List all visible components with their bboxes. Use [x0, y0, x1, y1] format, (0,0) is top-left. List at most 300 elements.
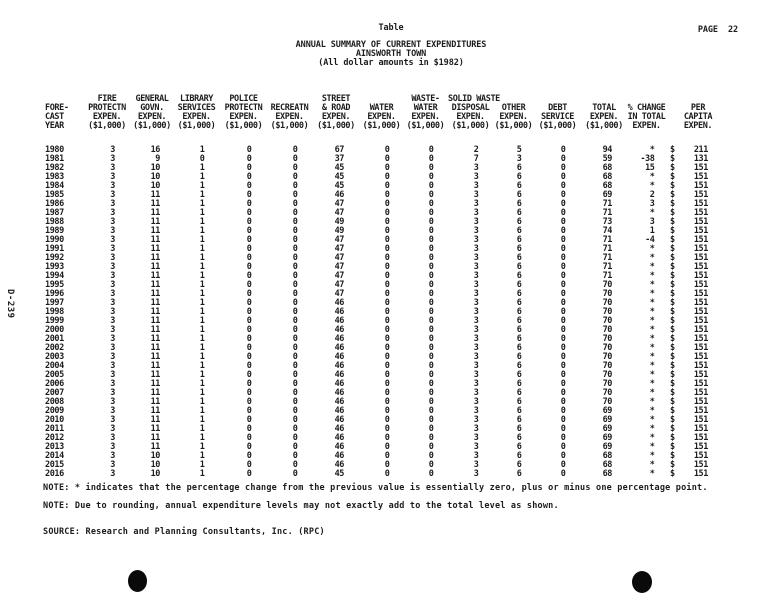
- value-text: 1: [199, 442, 205, 452]
- value-text: 11: [150, 280, 160, 290]
- value-cell-water: [360, 416, 403, 425]
- per-capita-value: 151: [693, 415, 708, 425]
- value-cell-recreation: [267, 362, 312, 371]
- value-cell-police: [220, 326, 267, 335]
- value-text: 47: [334, 289, 344, 299]
- value-text: *: [649, 280, 655, 290]
- value-cell-debt: [534, 344, 581, 353]
- table-row: [45, 182, 745, 191]
- col-header-police: PROTECTN: [224, 103, 263, 113]
- value-text: 3: [110, 280, 115, 290]
- dollar-sign: $: [670, 226, 675, 236]
- value-text: 11: [150, 235, 160, 245]
- value-cell-street-road: [312, 470, 360, 479]
- value-cell-pct-change: [627, 308, 666, 317]
- value-text: 0: [428, 163, 434, 173]
- value-text: 3: [110, 217, 115, 227]
- value-cell-water: [360, 371, 403, 380]
- value-cell-other: [493, 272, 534, 281]
- value-cell-other: [493, 380, 534, 389]
- value-text: 6: [516, 469, 522, 479]
- value-text: 6: [516, 262, 522, 272]
- value-cell-solid-waste: [448, 146, 493, 155]
- value-text: 3: [649, 217, 655, 227]
- year-cell: 1992: [45, 253, 64, 263]
- table-row: [45, 155, 745, 164]
- value-cell-police: [220, 146, 267, 155]
- value-text: 0: [246, 415, 252, 425]
- value-cell-fire: [83, 200, 131, 209]
- value-cell-recreation: [267, 227, 312, 236]
- value-text: 3: [473, 442, 479, 452]
- value-cell-recreation: [267, 182, 312, 191]
- col-header-water: EXPEN.: [367, 112, 396, 122]
- value-text: 0: [560, 199, 566, 209]
- value-text: 0: [246, 289, 252, 299]
- value-cell-pct-change: [627, 470, 666, 479]
- value-text: 6: [516, 325, 522, 335]
- value-text: 47: [334, 199, 344, 209]
- value-text: 1: [199, 190, 205, 200]
- table-row: [45, 191, 745, 200]
- value-text: 0: [560, 262, 566, 272]
- value-text: 0: [199, 154, 205, 164]
- value-text: 0: [292, 244, 298, 254]
- value-cell-library: [173, 209, 220, 218]
- value-cell-solid-waste: [448, 209, 493, 218]
- value-text: 1: [199, 226, 205, 236]
- value-text: 0: [246, 145, 252, 155]
- value-text: 1: [199, 469, 205, 479]
- value-text: 71: [602, 262, 612, 272]
- value-cell-general: [131, 470, 173, 479]
- value-cell-water: [360, 425, 403, 434]
- value-text: 10: [150, 181, 160, 191]
- value-text: 0: [246, 181, 252, 191]
- value-cell-pct-change: [627, 434, 666, 443]
- value-cell-pct-change: [627, 173, 666, 182]
- value-text: 3: [110, 397, 115, 407]
- value-text: 0: [428, 451, 434, 461]
- value-cell-wastewater: [403, 245, 448, 254]
- value-text: 0: [560, 343, 566, 353]
- value-cell-other: [493, 434, 534, 443]
- value-text: 0: [292, 397, 298, 407]
- value-text: 3: [473, 388, 479, 398]
- col-header-pct-change: EXPEN.: [632, 121, 661, 131]
- value-text: 0: [428, 406, 434, 416]
- value-text: 1: [199, 460, 205, 470]
- value-cell-wastewater: [403, 443, 448, 452]
- value-cell-pct-change: [627, 263, 666, 272]
- value-text: 3: [473, 181, 479, 191]
- value-text: 0: [246, 406, 252, 416]
- table-row: [45, 434, 745, 443]
- value-cell-wastewater: [403, 470, 448, 479]
- value-text: 70: [602, 316, 612, 326]
- value-cell-library: [173, 425, 220, 434]
- per-capita-value: 151: [693, 334, 708, 344]
- value-cell-pct-change: [627, 389, 666, 398]
- value-text: 11: [150, 361, 160, 371]
- value-text: 0: [560, 208, 566, 218]
- year-cell: 1981: [45, 154, 64, 164]
- value-text: 0: [292, 352, 298, 362]
- value-text: 0: [384, 325, 390, 335]
- value-text: 3: [110, 343, 115, 353]
- value-text: 1: [199, 307, 205, 317]
- dollar-sign: $: [670, 451, 675, 461]
- per-capita-value: 151: [693, 361, 708, 371]
- value-text: 70: [602, 289, 612, 299]
- value-cell-debt: [534, 353, 581, 362]
- value-text: 0: [246, 235, 252, 245]
- value-text: 11: [150, 433, 160, 443]
- value-text: 3: [473, 379, 479, 389]
- value-text: 3: [473, 325, 479, 335]
- value-cell-recreation: [267, 164, 312, 173]
- value-cell-fire: [83, 416, 131, 425]
- value-text: 0: [560, 415, 566, 425]
- value-text: 3: [473, 424, 479, 434]
- value-text: 3: [110, 388, 115, 398]
- value-text: 11: [150, 343, 160, 353]
- value-cell-pct-change: [627, 443, 666, 452]
- value-text: 6: [516, 298, 522, 308]
- value-text: 0: [246, 460, 252, 470]
- value-text: 0: [246, 370, 252, 380]
- value-cell-water: [360, 245, 403, 254]
- value-text: *: [649, 469, 655, 479]
- year-cell: 1994: [45, 271, 64, 281]
- value-text: 0: [246, 154, 252, 164]
- value-text: 47: [334, 280, 344, 290]
- value-text: 3: [473, 406, 479, 416]
- value-text: 46: [334, 406, 344, 416]
- value-cell-other: [493, 461, 534, 470]
- per-capita-value: 151: [693, 370, 708, 380]
- value-cell-recreation: [267, 254, 312, 263]
- value-text: 0: [384, 163, 390, 173]
- col-header-recreation: RECREATN: [270, 103, 309, 113]
- value-text: 0: [560, 379, 566, 389]
- dollar-sign: $: [670, 397, 675, 407]
- value-text: 0: [384, 469, 390, 479]
- dollar-sign: $: [670, 262, 675, 272]
- value-text: 3: [473, 361, 479, 371]
- value-text: 11: [150, 190, 160, 200]
- value-cell-library: [173, 182, 220, 191]
- value-text: 1: [199, 433, 205, 443]
- value-text: 6: [516, 460, 522, 470]
- value-cell-debt: [534, 425, 581, 434]
- value-cell-water: [360, 182, 403, 191]
- value-text: 3: [110, 406, 115, 416]
- value-cell-recreation: [267, 389, 312, 398]
- value-cell-fire: [83, 182, 131, 191]
- value-cell-other: [493, 245, 534, 254]
- value-text: 6: [516, 451, 522, 461]
- value-cell-other: [493, 236, 534, 245]
- dollar-sign: $: [670, 235, 675, 245]
- value-text: 0: [292, 289, 298, 299]
- value-cell-wastewater: [403, 146, 448, 155]
- dollar-sign: $: [670, 208, 675, 218]
- value-text: *: [649, 415, 655, 425]
- year-cell: 1984: [45, 181, 64, 191]
- value-cell-police: [220, 380, 267, 389]
- value-text: 0: [246, 442, 252, 452]
- value-cell-wastewater: [403, 461, 448, 470]
- value-cell-solid-waste: [448, 227, 493, 236]
- value-text: 0: [246, 343, 252, 353]
- value-cell-library: [173, 227, 220, 236]
- value-cell-other: [493, 353, 534, 362]
- value-text: 70: [602, 307, 612, 317]
- value-text: 0: [246, 208, 252, 218]
- value-text: 3: [110, 379, 115, 389]
- value-text: 71: [602, 271, 612, 281]
- value-cell-library: [173, 299, 220, 308]
- value-cell-recreation: [267, 335, 312, 344]
- value-text: 11: [150, 217, 160, 227]
- expenditure-table: [45, 95, 745, 479]
- value-cell-recreation: [267, 173, 312, 182]
- value-cell-other: [493, 164, 534, 173]
- col-header-per-capita: EXPEN.: [683, 121, 713, 131]
- value-cell-wastewater: [403, 173, 448, 182]
- value-cell-fire: [83, 344, 131, 353]
- value-text: 3: [473, 262, 479, 272]
- value-text: 0: [428, 316, 434, 326]
- value-text: 0: [560, 352, 566, 362]
- value-text: 0: [384, 352, 390, 362]
- value-text: 0: [292, 406, 298, 416]
- value-text: 6: [516, 307, 522, 317]
- value-text: 0: [384, 406, 390, 416]
- value-text: 0: [560, 442, 566, 452]
- value-text: 0: [292, 307, 298, 317]
- value-text: 3: [473, 415, 479, 425]
- value-text: 16: [150, 145, 160, 155]
- value-text: 0: [246, 433, 252, 443]
- value-text: 0: [384, 397, 390, 407]
- value-cell-recreation: [267, 380, 312, 389]
- value-cell-other: [493, 227, 534, 236]
- value-cell-fire: [83, 371, 131, 380]
- col-header-solid-waste: EXPEN.: [456, 112, 485, 122]
- value-text: 0: [384, 199, 390, 209]
- value-text: 3: [473, 343, 479, 353]
- table-row: [45, 254, 745, 263]
- value-text: 0: [292, 217, 298, 227]
- year-cell: 2004: [45, 361, 64, 371]
- value-cell-pct-change: [627, 209, 666, 218]
- year-cell: 1999: [45, 316, 64, 326]
- dollar-sign: $: [670, 181, 675, 191]
- value-cell-pct-change: [627, 326, 666, 335]
- value-text: 0: [292, 343, 298, 353]
- dollar-sign: $: [670, 298, 675, 308]
- value-text: 71: [602, 244, 612, 254]
- value-cell-solid-waste: [448, 200, 493, 209]
- value-cell-wastewater: [403, 209, 448, 218]
- value-text: 3: [110, 289, 115, 299]
- value-cell-police: [220, 263, 267, 272]
- table-row: [45, 173, 745, 182]
- value-text: *: [649, 208, 655, 218]
- table-row: [45, 398, 745, 407]
- value-text: 3: [110, 325, 115, 335]
- per-capita-value: 151: [693, 226, 708, 236]
- value-text: 0: [246, 253, 252, 263]
- value-cell-total: [581, 470, 627, 479]
- value-cell-solid-waste: [448, 155, 493, 164]
- value-text: 0: [428, 280, 434, 290]
- value-cell-solid-waste: [448, 407, 493, 416]
- value-text: 11: [150, 397, 160, 407]
- value-text: 0: [560, 154, 566, 164]
- value-cell-recreation: [267, 290, 312, 299]
- value-cell-solid-waste: [448, 461, 493, 470]
- value-cell-recreation: [267, 146, 312, 155]
- value-cell-police: [220, 299, 267, 308]
- value-cell-fire: [83, 236, 131, 245]
- value-text: 3: [473, 208, 479, 218]
- value-cell-pct-change: [627, 317, 666, 326]
- year-cell: 2001: [45, 334, 64, 344]
- value-cell-wastewater: [403, 164, 448, 173]
- value-text: 0: [246, 271, 252, 281]
- value-text: 1: [199, 280, 205, 290]
- col-header-solid-waste: DISPOSAL: [451, 103, 490, 113]
- value-text: *: [649, 181, 655, 191]
- dollar-sign: $: [670, 442, 675, 452]
- value-cell-fire: [83, 254, 131, 263]
- value-cell-debt: [534, 272, 581, 281]
- per-capita-value: 151: [693, 298, 708, 308]
- value-text: 0: [428, 298, 434, 308]
- value-cell-police: [220, 470, 267, 479]
- value-cell-pct-change: [627, 236, 666, 245]
- value-text: 6: [516, 442, 522, 452]
- value-cell-solid-waste: [448, 191, 493, 200]
- year-cell: 1988: [45, 217, 64, 227]
- value-cell-water: [360, 461, 403, 470]
- value-text: 0: [384, 172, 390, 182]
- col-header-library: LIBRARY: [179, 94, 214, 104]
- value-text: 0: [560, 145, 566, 155]
- dollar-sign: $: [670, 379, 675, 389]
- value-cell-library: [173, 200, 220, 209]
- value-cell-recreation: [267, 371, 312, 380]
- col-header-total: EXPEN.: [589, 112, 619, 122]
- value-cell-wastewater: [403, 344, 448, 353]
- value-text: 74: [602, 226, 612, 236]
- table-header-row: [45, 122, 745, 131]
- value-cell-pct-change: [627, 191, 666, 200]
- table-row: [45, 308, 745, 317]
- value-text: 1: [199, 244, 205, 254]
- value-cell-solid-waste: [448, 335, 493, 344]
- value-cell-debt: [534, 470, 581, 479]
- value-text: 3: [473, 334, 479, 344]
- col-header-wastewater: EXPEN.: [411, 112, 440, 122]
- value-text: 46: [334, 352, 344, 362]
- value-cell-other: [493, 452, 534, 461]
- table-row: [45, 335, 745, 344]
- per-capita-value: 131: [693, 154, 708, 164]
- value-cell-police: [220, 443, 267, 452]
- value-text: 3: [110, 199, 115, 209]
- value-cell-wastewater: [403, 227, 448, 236]
- value-text: -38: [640, 154, 655, 164]
- table-row: [45, 317, 745, 326]
- value-text: *: [649, 343, 655, 353]
- per-capita-value: 151: [693, 442, 708, 452]
- value-cell-fire: [83, 308, 131, 317]
- dollar-sign: $: [670, 415, 675, 425]
- per-capita-value: 151: [693, 280, 708, 290]
- value-text: 0: [428, 460, 434, 470]
- value-text: 3: [473, 244, 479, 254]
- value-text: 3: [110, 262, 115, 272]
- year-cell: 2006: [45, 379, 64, 389]
- dollar-sign: $: [670, 271, 675, 281]
- value-cell-pct-change: [627, 245, 666, 254]
- value-text: 47: [334, 208, 344, 218]
- per-capita-value: 151: [693, 190, 708, 200]
- dollar-sign: $: [670, 244, 675, 254]
- value-text: 3: [110, 460, 115, 470]
- value-text: 0: [428, 361, 434, 371]
- col-header-library: EXPEN.: [182, 112, 211, 122]
- value-text: 11: [150, 316, 160, 326]
- value-cell-solid-waste: [448, 326, 493, 335]
- value-text: 1: [199, 316, 205, 326]
- value-cell-fire: [83, 146, 131, 155]
- value-text: 11: [150, 442, 160, 452]
- value-cell-wastewater: [403, 425, 448, 434]
- value-text: 0: [560, 316, 566, 326]
- per-capita-value: 151: [693, 172, 708, 182]
- value-text: 0: [384, 244, 390, 254]
- value-text: 0: [428, 388, 434, 398]
- value-text: 3: [110, 154, 115, 164]
- table-row: [45, 290, 745, 299]
- col-header-year: FORE-: [45, 103, 69, 113]
- per-capita-value: 151: [693, 343, 708, 353]
- value-text: 70: [602, 298, 612, 308]
- value-text: 0: [292, 325, 298, 335]
- value-cell-police: [220, 164, 267, 173]
- dollar-sign: $: [670, 388, 675, 398]
- value-text: *: [649, 370, 655, 380]
- value-cell-debt: [534, 182, 581, 191]
- value-text: 0: [246, 190, 252, 200]
- value-text: *: [649, 172, 655, 182]
- value-text: 6: [516, 397, 522, 407]
- value-cell-solid-waste: [448, 362, 493, 371]
- value-cell-police: [220, 173, 267, 182]
- value-cell-wastewater: [403, 236, 448, 245]
- dollar-sign: $: [670, 406, 675, 416]
- value-text: 0: [384, 181, 390, 191]
- value-text: 0: [384, 388, 390, 398]
- value-cell-water: [360, 317, 403, 326]
- value-text: 0: [428, 145, 434, 155]
- col-header-recreation: EXPEN.: [275, 112, 304, 122]
